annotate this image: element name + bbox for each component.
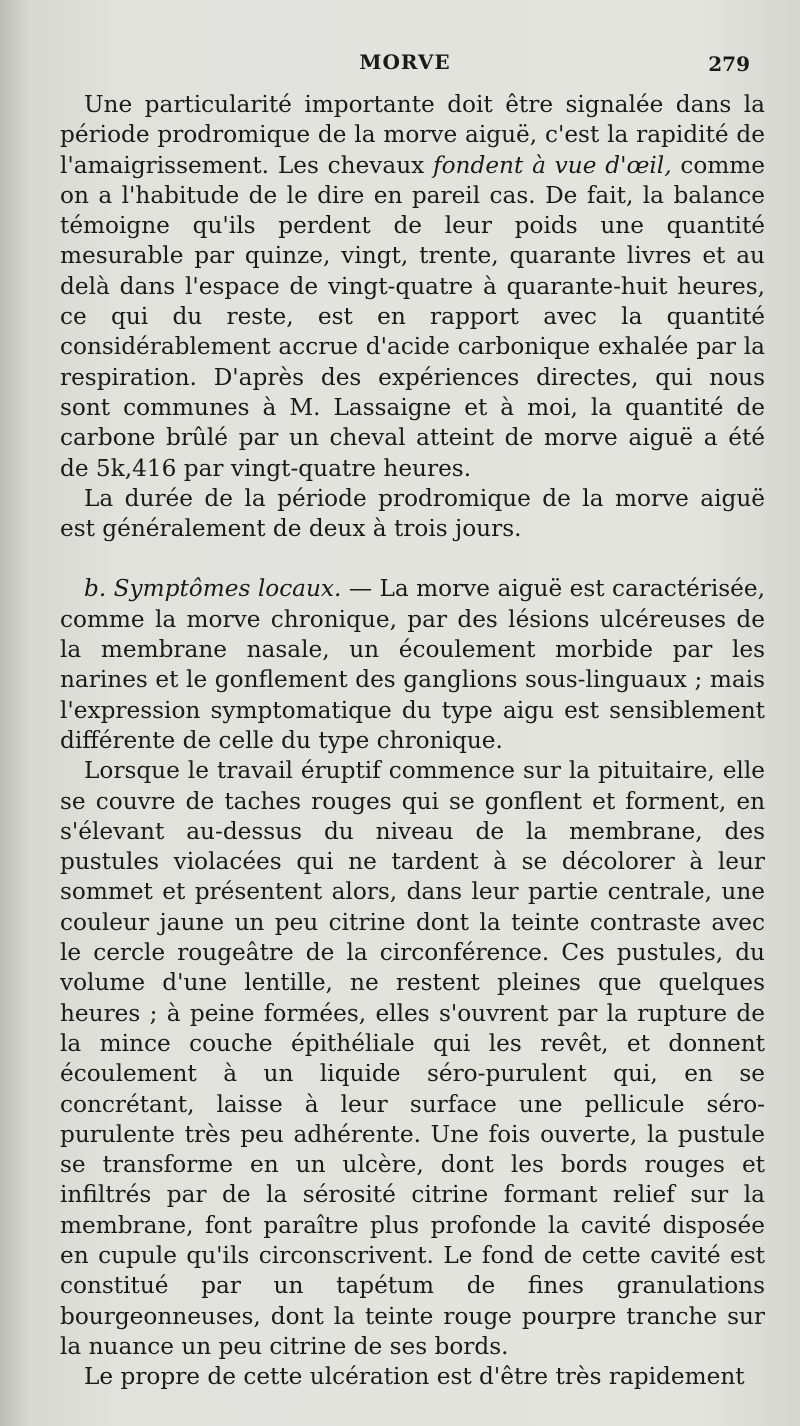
section-heading-symptomes-locaux: b. Symptômes locaux. [84,575,342,603]
paragraph-1-text-a: Une particularité importante doit être signalée dans la période prodromique de la morve aiguë, c'est la rapidité de l'amaigrissement. Les chevaux [60,91,765,179]
body-text [60,90,765,1392]
section-gap [60,544,765,574]
paragraph-1 [60,90,765,484]
paragraph-2-text: La durée de la période prodromique de la morve aiguë est généralement de deux à trois jours. [60,484,765,543]
paragraph-4 [60,756,765,1362]
paragraph-5-text: Le propre de cette ulcération est d'être très rapidement [84,1363,745,1391]
page-header [60,50,750,80]
paragraph-3-text: — La morve aiguë est caractérisée, comme la morve chronique, par des lésions ulcéreuses de la membrane nasale, un écoulement morbide par les narines et le gonflement des ganglions sous-linguaux ; mais l'expression symptomatique du type aigu est sensiblement différente de celle du type chronique. [60,575,765,754]
page-number: 279 [708,52,750,76]
paragraph-1-text-b: comme on a l'habitude de le dire en pareil cas. De fait, la balance témoigne qu'ils perdent de leur poids une quantité mesurable par quinze, vingt, trente, quarante livres et au delà dans l'espace de vingt-quatre à quarante-huit heures, ce qui du reste, est en rapport avec la quantité considérablement accrue d'acide carbonique exhalée par la respiration. D'après des expériences directes, qui nous sont communes à M. Lassaigne et à moi, la quantité de carbone brûlé par un cheval atteint de morve aiguë a été de 5k,416 par vingt-quatre heures. [60,151,766,482]
paragraph-4-text: Lorsque le travail éruptif commence sur la pituitaire, elle se couvre de taches rouges qui se gonflent et forment, en s'élevant au-dessus du niveau de la membrane, des pustules violacées qui ne tardent à se décolorer à leur sommet et présentent alors, dans leur partie centrale, une couleur jaune un peu citrine dont la teinte contraste avec le cercle rougeâtre de la circonférence. Ces pustules, du volume d'une lentille, ne restent pleines que quelques heures ; à peine formées, elles s'ouvrent par la rupture de la mince couche épithéliale qui les revêt, et donnent écoulement à un liquide séro-purulent qui, en se concrétant, laisse à leur surface une pellicule séro-purulente très peu adhérente. Une fois ouverte, la pustule se transforme en un ulcère, dont les bords rouges et infiltrés par de la sérosité citrine formant relief sur la membrane, font paraître plus profonde la cavité disposée en cupule qu'ils circonscrivent. Le fond de cette cavité est constitué par un tapétum de fines granulations bourgeonneuses, dont la teinte rouge pourpre tranche sur la nuance un peu citrine de ses bords. [60,757,765,1360]
running-title: MORVE [359,50,451,74]
paragraph-5 [60,1362,765,1392]
paragraph-3 [60,574,765,756]
paragraph-1-italic: fondent à vue d'œil, [433,151,672,179]
paragraph-2 [60,484,765,545]
